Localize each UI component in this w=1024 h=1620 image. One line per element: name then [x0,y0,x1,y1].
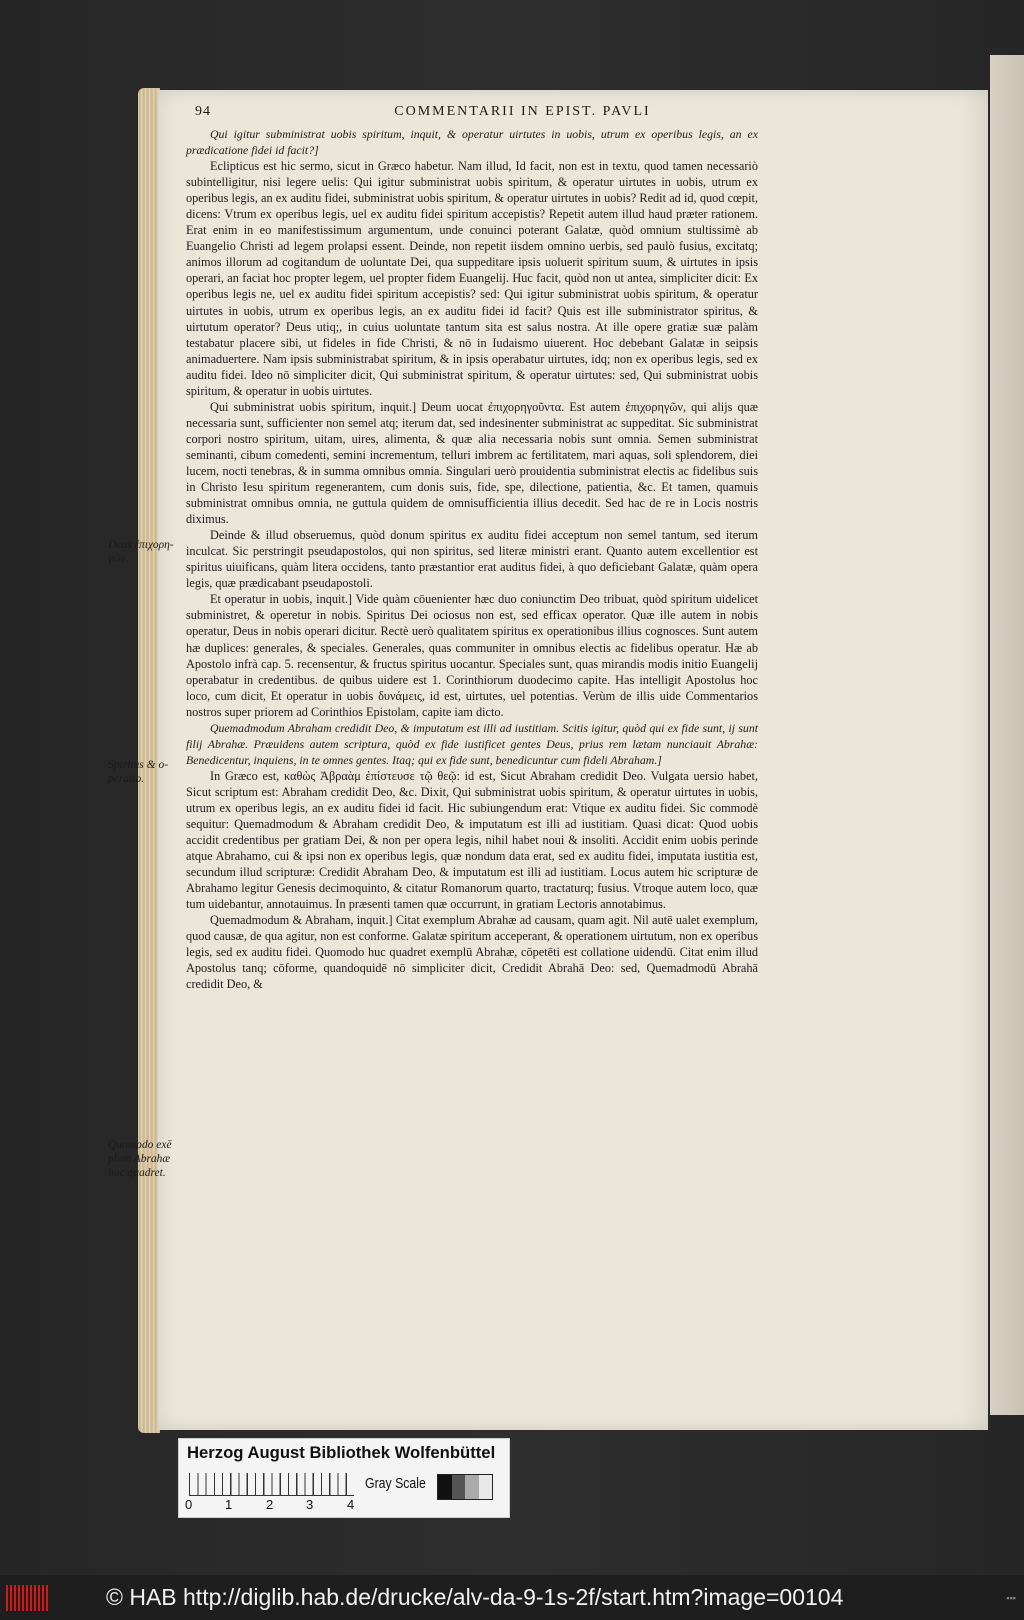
tick-label: 4 [347,1497,355,1512]
library-name: Herzog August Bibliothek Wolfenbüttel [187,1443,496,1462]
hab-logo-icon [6,1585,48,1611]
swatch-cell [438,1475,452,1499]
margin-note: Quomodo exē plum Abrahæ huc quadret. [108,1139,172,1179]
paragraph: Et operatur in uobis, inquit.] Vide quàm cōuenienter hæc duo coniunctim Deo tribuat, quòd spiritum uidelicet subministret, & operetur in nobis. Spiritus Dei ociosus non est, sed efficax operator. Quæ ille autem in nobis operatur, Deus in nobis operari dicitur. Rectè uerò qualitatem spiritus ex operationibus illius cognosces. Sunt autem hæ duplices: generales, & speciales. Generales, quas communiter in omnibus electis ac fidelibus operatur. Hæ ab Apostolo infrà cap. 5. recensentur, & fructus spiritus uocantur. Speciales sunt, quas mirandis modis initio Euangelij operabatur in credentibus. de quibus uidere est 1. Corinthiorum duodecimo capite. Has intelligit Apostolus hoc loco, cum dicit, Et operatur in uobis δυνάμεις, id est, uirtutes, uel potentias. Verùm de illis uide Commentarios nostros super priorem ad Corinthios Epistolam, capite iam dicto. [186,592,758,719]
paragraph: Quemadmodum & Abraham, inquit.] Citat exemplum Abrahæ ad causam, quam agit. Nil autē ualet exemplum, quod causæ, de qua agitur, non est conforme. Galatæ spiritum acceperant, & operationem uirtutum, non ex operibus legis, sed ex auditu fidei. Quomodo huc quadret exemplū Abrahæ, cōpetēti est collatione uidendū. Citat enim illud Apostolus tanq; cōforme, quandoquidē nō simpliciter dicit, Credidit Abrahā Deo: sed, Quemadmodū Abrahā credidit Deo, & [186,913,758,992]
page-header [195,104,835,120]
corner-mark: ▪▪▪ [1006,1592,1016,1603]
swatch-cell [452,1475,466,1499]
gray-scale-label: Gray Scale [365,1475,426,1492]
paragraph: Deinde & illud obseruemus, quòd donum spiritus ex auditu fidei acceptum non semel tantum, sed iterum inculcat. Sic perstringit pseudapostolos, qui non spiritus, sed literæ ministri erant. Quanto autem excellentior est spiritus uiuificans, quàm litera occidens, tanto præstantior erat auditus fidei, à quo deficiebant Galatæ, quàm opera legis, quæ prædicabant pseudapostoli. [186,528,758,591]
swatch-cell [479,1475,493,1499]
margin-note: Spiritus & o-peratio. [108,759,169,785]
paragraph: Qui subministrat uobis spiritum, inquit.] Deum uocat ἐπιχορηγοῦντα. Est autem ἐπιχορηγῶν, qui alijs quæ necessaria sunt, sufficienter non semel atq; iterum dat, sed indesinenter subministrat ac suppeditat. Sic subministrat corpori nostro spiritum, uitam, uires, alimenta, & quæ alia necessaria nobis sunt omnia. Semen subministrat seminanti, cibum comedenti, semini incrementum, telluri imbrem ac fertilitatem, mari aquas, soli splendorem, diei lucem, nocti tenebras, & in summa omnibus omnia. Singulari uerò prouidentia subministrat electis ac fidelibus suis in Christo Iesu spiritum regenerantem, cum donis suis, fide, spe, dilectione, patientia, &c. Et tamen, quamuis subministrat omnibus omnia, ne guttula quidem de omnisufficientia illius decedit. Sed hac de re in Locis nostris diximus. [186,399,758,527]
lemma-paragraph: Quemadmodum Abraham credidit Deo, & imputatum est illi ad iustitiam. Scitis igitur, quòd qui ex fide sunt, ij sunt filij Abrahæ. Præuidens autem scriptura, quòd ex fide iustificet gentes Deus, prius rem lætam nunciauit Abrahæ: Benedicentur, inquiens, in te omnes gentes. Itaq; qui ex fide sunt, benedicuntur cum fideli Abraham.] [186,720,758,767]
paragraph: Eclipticus est hic sermo, sicut in Græco habetur. Nam illud, Id facit, non est in textu, quod tamen necessariò subintelligitur, nisi legere uelis: Qui igitur subministrat uobis spiritum, & operatur uirtutes in uobis, utrum ex operibus legis, an ex auditu fidei, subministrat uobis spiritum, & operatur uirtutes in uobis? Redit ad id, quod cœpit, dicens: Vtrum ex operibus legis, uel ex auditu fidei spiritum accepistis? Repetit autem illud haud præter rationem. Erat enim in eo manifestissimum argumentum, unde conuinci poterant Galatæ, quòd omnium stultissimè ab Euangelio Christi ad legem prolapsi essent. Deinde, non repetit iisdem omnino uerbis, sed paulò fusius, excitatq; animos illorum ad cogitandum de uoluntate Dei, qua suppeditare ipsis uoluerit spiritum suum, & uirtutes in ipsis operari, an faciat hoc propter legem, uel propter fidem Euangelij. Huc facit, quòd non ut antea, simpliciter dicit: Ex operibus legis ne, uel ex auditu fidei spiritum accepistis? sed: Qui igitur subministrat uobis spiritum, & operatur uirtutes in uobis, utrum ex operibus legis, an ex auditu fidei id facit? Quis est ille subministrator spiritus, & uirtutum operator? Deus utiq;, in cuius uoluntate tantum sita est salus nostra. At ille opere gratiæ suæ palàm testabatur placere sibi, ut fideles in fide Christi, & nō in Iudaismo uiuerent. Hoc debebant Galatæ in seipsis animaduertere. Nam ipsis subministrabat spiritum, & in ipsis operabatur uirtutes, idq; non ex operibus legis, sed ex auditu fidei. Ideo nō simpliciter dicit, Qui subministrat spiritum, & operatur uirtutes: sed, Qui subministrat uobis spiritum, & operatur in uobis uirtutes. [186,159,758,398]
tick-label: 0 [185,1497,193,1512]
footer-bar [0,1575,1024,1620]
gray-swatch [437,1474,493,1500]
swatch-cell [465,1475,479,1499]
tick-label: 1 [225,1497,233,1512]
lemma-paragraph: Qui igitur subministrat uobis spiritum, inquit, & operatur uirtutes in uobis, utrum ex operibus legis, an ex prædicatione fidei id facit?] [186,127,758,158]
color-card [178,1438,510,1518]
source-url[interactable]: © HAB http://diglib.hab.de/drucke/alv-da-9-1s-2f/start.htm?image=00104 [106,1584,844,1610]
tick-label: 2 [266,1497,274,1512]
margin-note: Deus ἐπιχορη-γῶν. [108,539,174,565]
scale-ruler [189,1473,354,1496]
paragraph: In Græco est, καθὼς Ἀβραὰμ ἐπίστευσε τῷ θεῷ: id est, Sicut Abraham credidit Deo. Vulgata uersio habet, Sicut scriptum est: Abraham credidit Deo, &c. Dixit, Qui subministrat uobis spiritum, & operatur uirtutes in uobis, utrum ex operibus legis, an ex auditu fidei id facit. Hic subiungendum erat: Vtique ex auditu fidei. Sic commodè sequitur: Quemadmodum & Abraham credidit Deo, & imputatum est illi ad iustitiam. Quasi dicat: Quod uobis accidit credentibus per gratiam Dei, & non per opera legis, nihil habet noui & insoliti. Accidit enim uobis perinde atque Abrahamo, cui & ipsi non ex operibus legis, quæ nondum data erat, sed ex auditu fidei, imputata iustitia est, secundum illud scripturæ: Credidit Abraham Deo, & imputatum est illi ad iustitiam. Locus autem hic scripturæ de Abrahamo legitur Genesis decimoquinto, & citatur Romanorum quarto, tractaturq; fusius. Vtroque autem loco, quæ tum uidebantur, annotauimus. In præsenti tamen quæ occurrunt, in gratiam Lectoris annotabimus. [186,768,758,912]
facing-page-edge [990,55,1024,1415]
tick-label: 3 [306,1497,314,1512]
ruler-ticks [185,1497,365,1513]
page-number: 94 [195,104,211,119]
body-text [186,126,758,993]
running-title: COMMENTARII IN EPIST. PAVLI [394,104,651,119]
